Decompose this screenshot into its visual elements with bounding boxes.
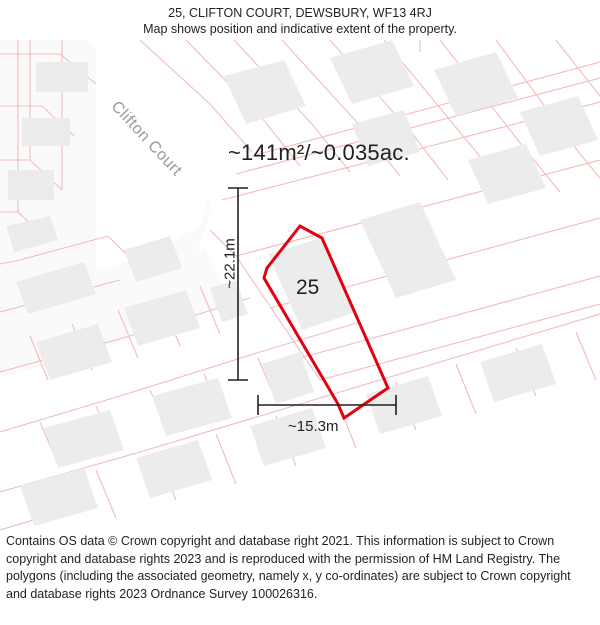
map-header	[0, 0, 600, 37]
map-canvas[interactable]	[0, 40, 600, 530]
dimension-horizontal-label: ~15.3m	[288, 418, 339, 435]
dimension-vertical-label: ~22.1m	[221, 238, 239, 289]
area-label: ~141m²/~0.035ac.	[228, 140, 410, 165]
plot-number-label: 25	[296, 276, 320, 299]
page-subtitle: Map shows position and indicative extent of the property.	[143, 22, 457, 36]
page-title: 25, CLIFTON COURT, DEWSBURY, WF13 4RJ	[168, 6, 432, 20]
copyright-footer: Contains OS data © Crown copyright and database right 2021. This information is subject to Crown copyright and database rights 2023 and is reproduced with the permission of HM Land Registry. The polygons (including the associated geometry, namely x, y co-ordinates) are subject to Crown copyright and database rights 2023 Ordnance Survey 100026316.	[6, 534, 571, 601]
street-name-label: Clifton Court	[107, 98, 186, 180]
